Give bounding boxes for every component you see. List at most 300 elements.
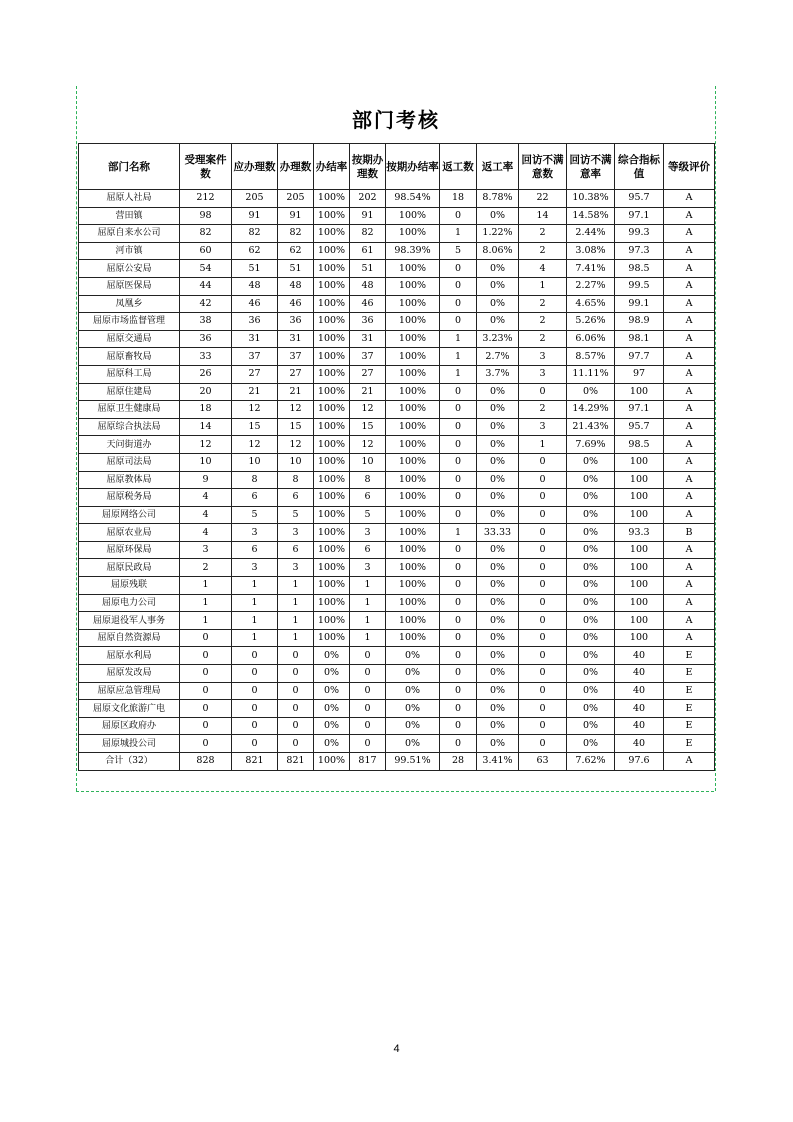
table-cell: 40	[615, 735, 664, 753]
table-cell: 1	[278, 594, 314, 612]
table-cell: 0%	[477, 735, 519, 753]
department-name-cell: 屈原城投公司	[79, 735, 180, 753]
table-cell: A	[664, 383, 715, 401]
table-cell: 12	[232, 401, 278, 419]
table-cell: 2	[519, 401, 567, 419]
table-cell: 38	[180, 313, 232, 331]
table-cell: 3	[350, 524, 386, 542]
table-cell: A	[664, 242, 715, 260]
table-cell: 0	[440, 629, 477, 647]
table-cell: 46	[278, 295, 314, 313]
table-cell: 2	[519, 225, 567, 243]
table-cell: 0	[232, 665, 278, 683]
table-cell: A	[664, 436, 715, 454]
table-cell: 3	[519, 418, 567, 436]
table-cell: 0%	[477, 594, 519, 612]
table-cell: 0	[180, 735, 232, 753]
department-name-cell: 屈原区政府办	[79, 717, 180, 735]
table-cell: 82	[232, 225, 278, 243]
table-cell: 0	[440, 313, 477, 331]
table-cell: E	[664, 735, 715, 753]
table-cell: 2	[519, 295, 567, 313]
table-cell: 821	[232, 753, 278, 771]
table-cell: 0	[440, 453, 477, 471]
department-name-cell: 屈原残联	[79, 577, 180, 595]
table-cell: 3	[180, 541, 232, 559]
table-cell: 3.41%	[477, 753, 519, 771]
table-cell: 2	[519, 313, 567, 331]
table-cell: 0	[278, 665, 314, 683]
table-cell: 44	[180, 277, 232, 295]
table-row	[79, 524, 715, 542]
table-cell: 0%	[477, 471, 519, 489]
table-cell: 6	[232, 489, 278, 507]
table-cell: 3	[519, 348, 567, 366]
table-cell: 0%	[477, 260, 519, 278]
table-row	[79, 453, 715, 471]
table-cell: 1	[440, 225, 477, 243]
table-cell: 0%	[567, 506, 615, 524]
table-cell: 40	[615, 717, 664, 735]
table-cell: A	[664, 190, 715, 208]
table-cell: 0	[440, 541, 477, 559]
table-cell: 0	[519, 541, 567, 559]
table-cell: 2.7%	[477, 348, 519, 366]
table-row	[79, 700, 715, 718]
department-name-cell: 屈原网络公司	[79, 506, 180, 524]
table-cell: 0	[350, 665, 386, 683]
table-cell: 4.65%	[567, 295, 615, 313]
table-cell: 8.06%	[477, 242, 519, 260]
department-name-cell: 屈原电力公司	[79, 594, 180, 612]
table-cell: 15	[350, 418, 386, 436]
table-cell: 1	[180, 577, 232, 595]
table-cell: 100%	[386, 313, 440, 331]
title-area	[78, 93, 714, 143]
table-cell: 100	[615, 629, 664, 647]
table-cell: 21.43%	[567, 418, 615, 436]
table-cell: 1	[232, 594, 278, 612]
table-cell: 6	[350, 489, 386, 507]
table-cell: 0	[350, 735, 386, 753]
column-header: 综合指标值	[615, 144, 664, 190]
table-cell: 0	[519, 612, 567, 630]
table-row	[79, 436, 715, 454]
table-cell: 100%	[314, 453, 350, 471]
table-cell: 2	[519, 242, 567, 260]
table-cell: 0	[440, 471, 477, 489]
table-cell: 12	[350, 401, 386, 419]
table-cell: A	[664, 471, 715, 489]
column-header: 按期办结率	[386, 144, 440, 190]
table-cell: 0%	[314, 735, 350, 753]
column-header: 按期办理数	[350, 144, 386, 190]
table-cell: 0%	[567, 577, 615, 595]
department-name-cell: 屈原畜牧局	[79, 348, 180, 366]
table-cell: 98	[180, 207, 232, 225]
table-cell: 100%	[386, 207, 440, 225]
total-row	[79, 753, 715, 771]
table-cell: 5.26%	[567, 313, 615, 331]
table-cell: 0	[440, 418, 477, 436]
table-cell: 0%	[314, 647, 350, 665]
table-cell: 0	[278, 647, 314, 665]
department-name-cell: 屈原自来水公司	[79, 225, 180, 243]
table-cell: 0	[519, 629, 567, 647]
table-cell: 8.57%	[567, 348, 615, 366]
department-name-cell: 天问街道办	[79, 436, 180, 454]
table-cell: 1	[440, 348, 477, 366]
table-cell: 0%	[567, 594, 615, 612]
table-cell: 0	[440, 260, 477, 278]
table-cell: 100%	[314, 365, 350, 383]
table-cell: 0%	[477, 682, 519, 700]
table-cell: 0	[440, 665, 477, 683]
table-cell: 31	[278, 330, 314, 348]
column-header: 返工数	[440, 144, 477, 190]
table-cell: 0%	[477, 577, 519, 595]
table-cell: 1	[519, 277, 567, 295]
column-header: 等级评价	[664, 144, 715, 190]
table-cell: 100	[615, 594, 664, 612]
table-cell: 99.51%	[386, 753, 440, 771]
table-cell: 100%	[314, 471, 350, 489]
table-cell: 31	[350, 330, 386, 348]
table-cell: 0%	[314, 700, 350, 718]
table-cell: A	[664, 330, 715, 348]
table-cell: 100%	[386, 383, 440, 401]
table-cell: 37	[278, 348, 314, 366]
table-cell: 54	[180, 260, 232, 278]
table-row	[79, 190, 715, 208]
department-name-cell: 河市镇	[79, 242, 180, 260]
table-cell: 4	[180, 489, 232, 507]
department-name-cell: 屈原水利局	[79, 647, 180, 665]
table-cell: 60	[180, 242, 232, 260]
table-cell: 1	[278, 612, 314, 630]
table-cell: 100%	[314, 541, 350, 559]
table-cell: 93.3	[615, 524, 664, 542]
table-cell: 0	[440, 207, 477, 225]
table-cell: 1	[519, 436, 567, 454]
table-cell: 0	[519, 471, 567, 489]
table-row	[79, 506, 715, 524]
department-name-cell: 屈原司法局	[79, 453, 180, 471]
table-cell: 3	[519, 365, 567, 383]
table-cell: 828	[180, 753, 232, 771]
table-row	[79, 577, 715, 595]
table-cell: 100%	[314, 295, 350, 313]
table-cell: 100	[615, 489, 664, 507]
table-cell: 14	[519, 207, 567, 225]
table-cell: 0%	[386, 735, 440, 753]
table-cell: 100%	[386, 365, 440, 383]
table-cell: 100%	[386, 295, 440, 313]
table-cell: 0	[440, 594, 477, 612]
table-cell: 100%	[314, 753, 350, 771]
table-cell: A	[664, 365, 715, 383]
table-cell: 100%	[386, 330, 440, 348]
table-cell: 0	[519, 735, 567, 753]
table-row	[79, 612, 715, 630]
table-cell: 14.58%	[567, 207, 615, 225]
table-cell: 98.9	[615, 313, 664, 331]
table-cell: 100	[615, 577, 664, 595]
table-cell: 100%	[386, 577, 440, 595]
table-cell: 0%	[567, 383, 615, 401]
table-cell: 0%	[567, 612, 615, 630]
department-name-cell: 屈原科工局	[79, 365, 180, 383]
table-cell: 100%	[386, 348, 440, 366]
table-cell: 0	[519, 682, 567, 700]
table-cell: 98.39%	[386, 242, 440, 260]
table-cell: 40	[615, 647, 664, 665]
table-cell: 6	[232, 541, 278, 559]
table-cell: 5	[350, 506, 386, 524]
table-cell: B	[664, 524, 715, 542]
table-cell: A	[664, 401, 715, 419]
table-cell: A	[664, 313, 715, 331]
table-cell: 91	[232, 207, 278, 225]
table-cell: 48	[350, 277, 386, 295]
table-cell: 36	[350, 313, 386, 331]
table-cell: 0	[519, 559, 567, 577]
table-cell: 36	[180, 330, 232, 348]
table-cell: 5	[232, 506, 278, 524]
table-cell: 95.7	[615, 190, 664, 208]
table-cell: 0	[350, 647, 386, 665]
table-cell: 1	[440, 330, 477, 348]
table-cell: 0%	[567, 489, 615, 507]
table-cell: 21	[232, 383, 278, 401]
table-cell: 28	[440, 753, 477, 771]
table-cell: 1	[232, 629, 278, 647]
table-cell: 0%	[567, 682, 615, 700]
table-cell: 205	[278, 190, 314, 208]
table-cell: 0%	[386, 717, 440, 735]
table-cell: 0	[180, 629, 232, 647]
table-cell: 0	[440, 700, 477, 718]
table-cell: 1	[440, 524, 477, 542]
column-header: 受理案件数	[180, 144, 232, 190]
table-row	[79, 629, 715, 647]
table-cell: 100%	[314, 629, 350, 647]
table-cell: 0	[440, 612, 477, 630]
table-cell: E	[664, 700, 715, 718]
department-name-cell: 营田镇	[79, 207, 180, 225]
table-row	[79, 735, 715, 753]
table-row	[79, 647, 715, 665]
table-cell: 100%	[386, 401, 440, 419]
table-row	[79, 207, 715, 225]
table-cell: 0	[440, 436, 477, 454]
table-cell: 0%	[477, 401, 519, 419]
table-cell: 100%	[314, 436, 350, 454]
table-cell: 0%	[477, 665, 519, 683]
table-cell: 0	[278, 700, 314, 718]
table-cell: 100%	[386, 612, 440, 630]
table-cell: 0	[350, 717, 386, 735]
table-cell: 0%	[477, 559, 519, 577]
table-cell: 97	[615, 365, 664, 383]
table-cell: 0	[278, 682, 314, 700]
table-cell: 8	[350, 471, 386, 489]
table-cell: 0%	[567, 665, 615, 683]
table-cell: 1	[350, 612, 386, 630]
table-cell: 27	[232, 365, 278, 383]
table-cell: 91	[278, 207, 314, 225]
table-cell: 100	[615, 471, 664, 489]
table-row	[79, 559, 715, 577]
table-cell: 0	[232, 647, 278, 665]
table-cell: 0%	[477, 207, 519, 225]
column-header: 应办理数	[232, 144, 278, 190]
table-cell: 10.38%	[567, 190, 615, 208]
table-cell: 0%	[567, 524, 615, 542]
table-cell: 0	[440, 401, 477, 419]
table-cell: 3	[278, 559, 314, 577]
table-cell: A	[664, 594, 715, 612]
table-cell: 100	[615, 559, 664, 577]
table-cell: 1	[232, 577, 278, 595]
table-cell: 3	[232, 524, 278, 542]
table-cell: 1	[278, 629, 314, 647]
table-row	[79, 260, 715, 278]
table-cell: A	[664, 541, 715, 559]
table-cell: A	[664, 418, 715, 436]
table-cell: 0	[440, 295, 477, 313]
table-cell: 14.29%	[567, 401, 615, 419]
table-cell: 91	[350, 207, 386, 225]
table-cell: A	[664, 207, 715, 225]
table-cell: 1	[350, 629, 386, 647]
table-cell: 6	[350, 541, 386, 559]
table-cell: 100%	[314, 225, 350, 243]
table-cell: 20	[180, 383, 232, 401]
table-cell: 7.41%	[567, 260, 615, 278]
table-row	[79, 717, 715, 735]
table-cell: 100%	[386, 453, 440, 471]
department-name-cell: 屈原交通局	[79, 330, 180, 348]
table-cell: 0	[180, 717, 232, 735]
table-row	[79, 383, 715, 401]
table-cell: A	[664, 277, 715, 295]
table-row	[79, 242, 715, 260]
table-cell: 6	[278, 541, 314, 559]
table-cell: A	[664, 453, 715, 471]
table-cell: 0%	[477, 418, 519, 436]
table-cell: 202	[350, 190, 386, 208]
department-name-cell: 屈原发改局	[79, 665, 180, 683]
table-cell: 1	[350, 577, 386, 595]
table-cell: 0%	[567, 700, 615, 718]
table-cell: 100%	[314, 348, 350, 366]
table-cell: 0%	[386, 700, 440, 718]
table-cell: 46	[350, 295, 386, 313]
table-cell: 5	[278, 506, 314, 524]
table-cell: 27	[350, 365, 386, 383]
table-cell: 0%	[477, 612, 519, 630]
table-cell: E	[664, 647, 715, 665]
table-cell: 99.5	[615, 277, 664, 295]
department-name-cell: 屈原税务局	[79, 489, 180, 507]
page-number: 4	[393, 1043, 400, 1055]
table-cell: 100%	[314, 190, 350, 208]
table-cell: 3	[350, 559, 386, 577]
department-name-cell: 合计（32）	[79, 753, 180, 771]
table-cell: 0	[440, 577, 477, 595]
department-name-cell: 屈原教体局	[79, 471, 180, 489]
table-cell: 0%	[386, 665, 440, 683]
table-cell: 0%	[567, 559, 615, 577]
table-cell: 100%	[386, 489, 440, 507]
table-row	[79, 401, 715, 419]
table-cell: 12	[180, 436, 232, 454]
table-cell: 3.23%	[477, 330, 519, 348]
table-row	[79, 665, 715, 683]
table-cell: 100%	[386, 524, 440, 542]
table-cell: 100%	[386, 436, 440, 454]
table-cell: 100%	[314, 612, 350, 630]
table-cell: 1	[180, 594, 232, 612]
table-cell: 0	[440, 489, 477, 507]
table-cell: 0	[180, 682, 232, 700]
table-cell: 12	[278, 401, 314, 419]
table-cell: E	[664, 682, 715, 700]
table-cell: 1.22%	[477, 225, 519, 243]
table-cell: 22	[519, 190, 567, 208]
table-cell: 100	[615, 383, 664, 401]
assessment-table	[78, 143, 715, 771]
table-cell: 61	[350, 242, 386, 260]
table-cell: 0	[350, 682, 386, 700]
table-row	[79, 313, 715, 331]
table-cell: 0	[180, 665, 232, 683]
table-cell: 6	[278, 489, 314, 507]
table-cell: 97.1	[615, 207, 664, 225]
table-cell: 100%	[386, 277, 440, 295]
column-header: 部门名称	[79, 144, 180, 190]
table-header	[79, 144, 715, 190]
table-cell: 4	[519, 260, 567, 278]
table-cell: 4	[180, 506, 232, 524]
table-cell: 11.11%	[567, 365, 615, 383]
table-cell: 0%	[477, 506, 519, 524]
table-cell: 9	[180, 471, 232, 489]
department-name-cell: 屈原民政局	[79, 559, 180, 577]
table-cell: A	[664, 577, 715, 595]
table-cell: 100%	[314, 506, 350, 524]
table-cell: 100%	[314, 401, 350, 419]
table-cell: 0%	[477, 489, 519, 507]
table-cell: 100	[615, 453, 664, 471]
table-cell: 100%	[386, 594, 440, 612]
table-cell: 0	[232, 700, 278, 718]
table-cell: 100%	[314, 260, 350, 278]
department-name-cell: 屈原人社局	[79, 190, 180, 208]
table-cell: 3	[232, 559, 278, 577]
table-cell: 97.7	[615, 348, 664, 366]
table-cell: 0%	[477, 295, 519, 313]
table-cell: A	[664, 348, 715, 366]
table-cell: 1	[278, 577, 314, 595]
table-cell: 821	[278, 753, 314, 771]
table-cell: 100%	[314, 313, 350, 331]
table-cell: 0%	[477, 629, 519, 647]
table-cell: 0%	[567, 471, 615, 489]
table-cell: E	[664, 665, 715, 683]
table-cell: 10	[180, 453, 232, 471]
